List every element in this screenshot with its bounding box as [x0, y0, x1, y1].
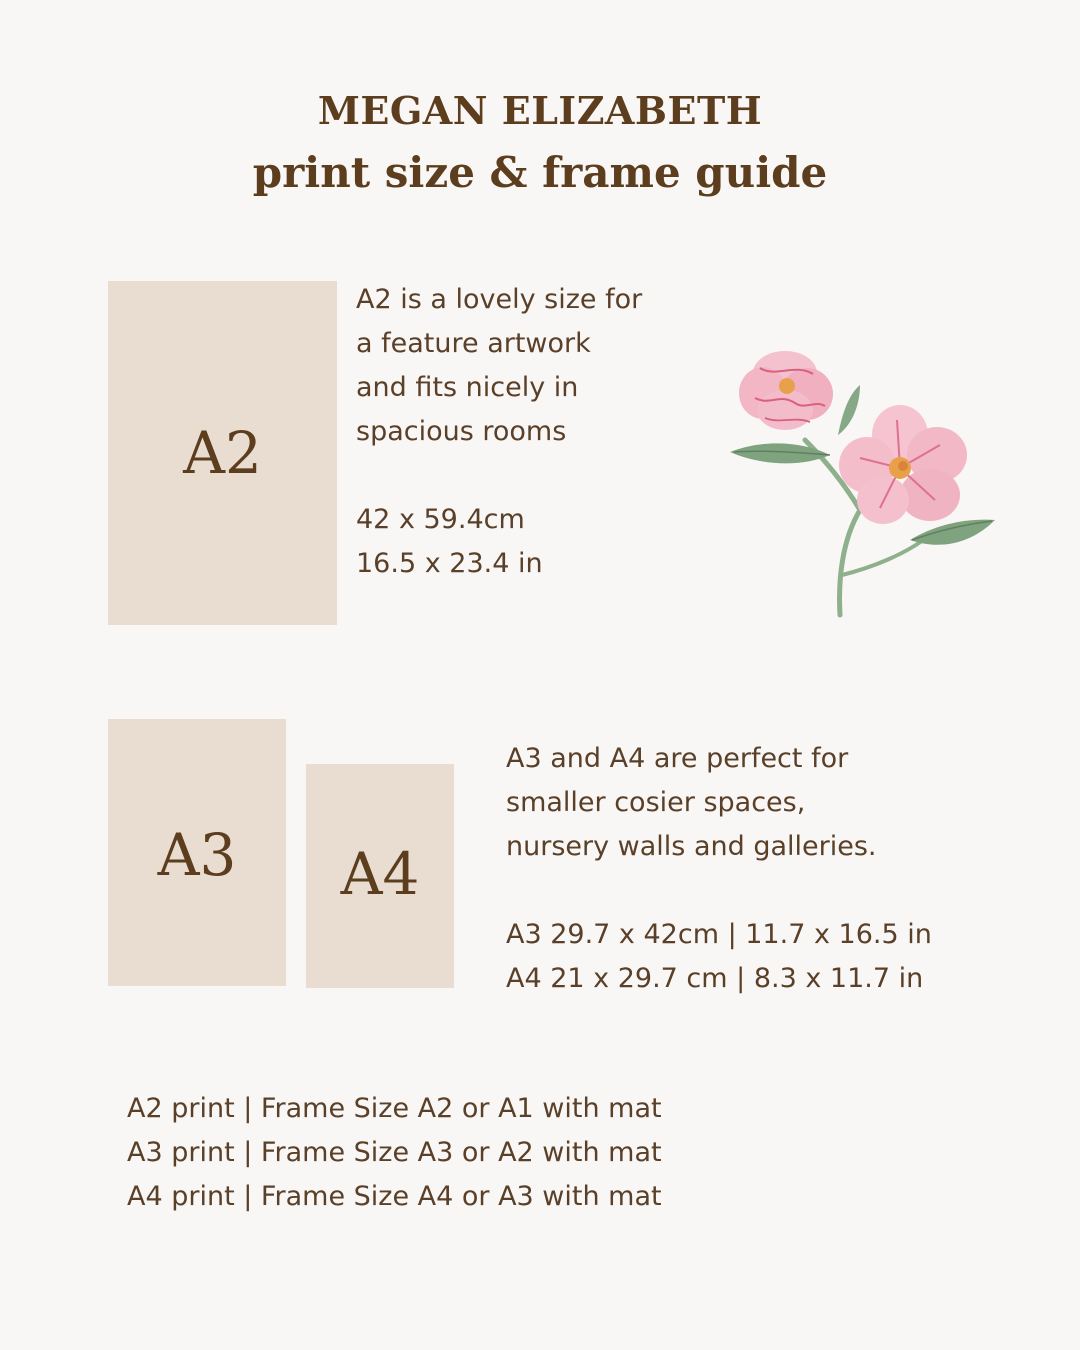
frame-size-guide	[127, 1087, 662, 1219]
frame-line-a2: A2 print | Frame Size A2 or A1 with mat	[127, 1093, 662, 1124]
a3-box-label: A3	[157, 820, 237, 889]
a2-size-cm: 42 x 59.4cm	[356, 504, 525, 535]
frame-line-a3: A3 print | Frame Size A3 or A2 with mat	[127, 1137, 662, 1168]
spacer	[506, 869, 932, 913]
a4-size-box	[306, 764, 454, 988]
a2-desc-line: a feature artwork	[356, 328, 591, 359]
frame-line-a4: A4 print | Frame Size A4 or A3 with mat	[127, 1181, 662, 1212]
a2-desc-line: spacious rooms	[356, 416, 567, 447]
a4-size-line: A4 21 x 29.7 cm | 8.3 x 11.7 in	[506, 963, 924, 994]
a3-a4-description	[506, 737, 932, 1001]
a2-size-box	[108, 281, 337, 625]
a2-desc-line: A2 is a lovely size for	[356, 284, 643, 315]
a2-box-label: A2	[183, 419, 262, 487]
a3a4-desc-line: nursery walls and galleries.	[506, 831, 877, 862]
a3-size-box	[108, 719, 286, 986]
a2-description	[356, 278, 642, 586]
a3a4-desc-line: smaller cosier spaces,	[506, 787, 806, 818]
brand-title: MEGAN ELIZABETH	[317, 88, 763, 133]
a3-size-line: A3 29.7 x 42cm | 11.7 x 16.5 in	[506, 919, 932, 950]
page-subtitle: print size & frame guide	[252, 148, 828, 197]
a3a4-desc-line: A3 and A4 are perfect for	[506, 743, 849, 774]
a2-size-in: 16.5 x 23.4 in	[356, 548, 543, 579]
spacer	[356, 454, 642, 498]
a2-desc-line: and fits nicely in	[356, 372, 579, 403]
pink-flower-illustration	[720, 340, 1000, 620]
a4-box-label: A4	[340, 840, 420, 908]
